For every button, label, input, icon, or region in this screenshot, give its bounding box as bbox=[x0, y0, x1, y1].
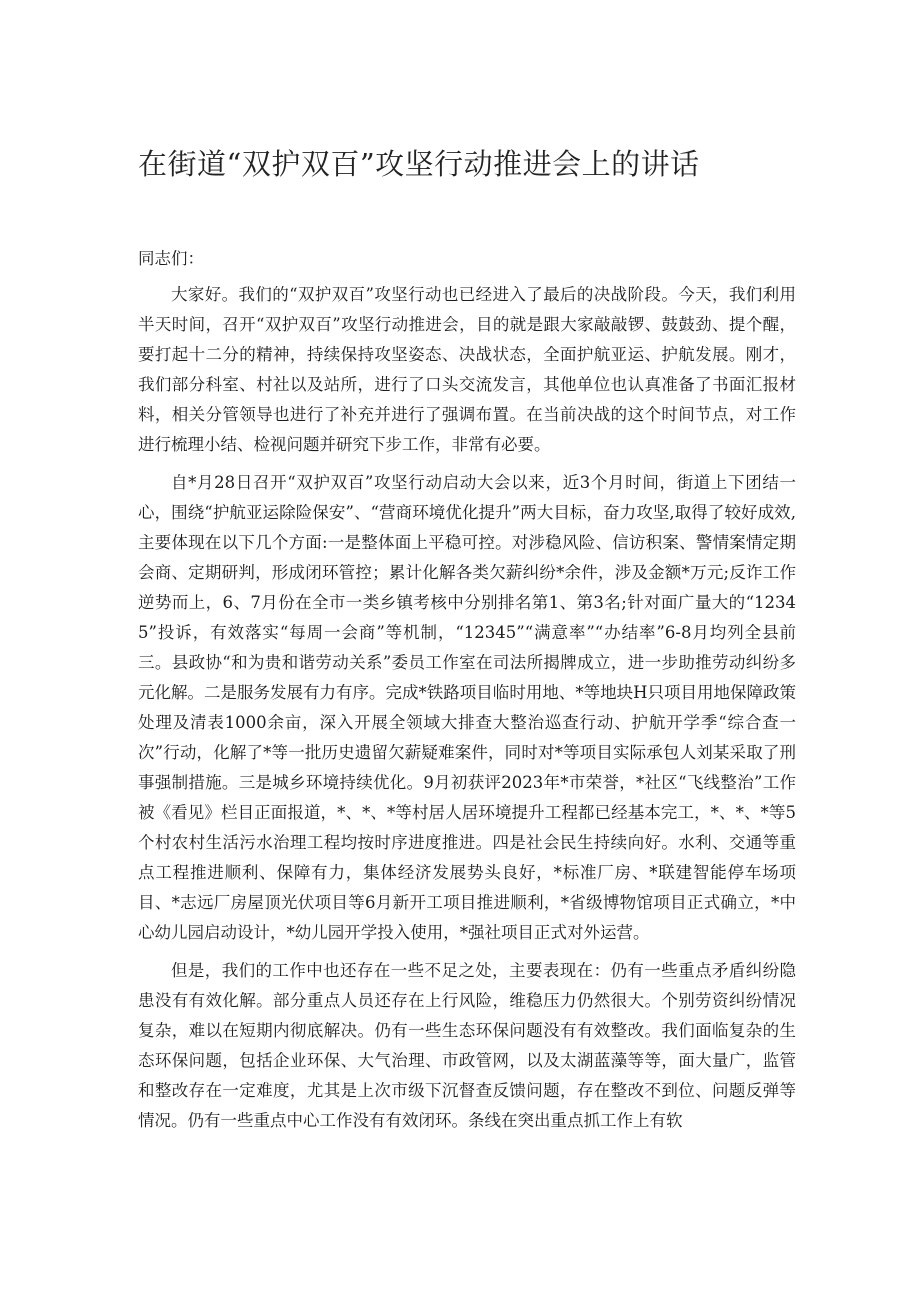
document-title: 在街道“双护双百”攻坚行动推进会上的讲话 bbox=[138, 147, 700, 181]
paragraph-shortcomings: 但是，我们的工作中也还存在一些不足之处，主要表现在：仍有一些重点矛盾纠纷隐患没有有效化解。部分重点人员还存在上行风险，维稳压力仍然很大。个别劳资纠纷情况复杂，难以在短期内彻底解决。仍有一些生态环保问题没有有效整改。我们面临复杂的生态环保问题，包括企业环保、大气治理、市政管网，以及太湖蓝藻等等，面大量广，监管和整改存在一定难度，尤其是上次市级下沉督查反馈问题，存在整改不到位、问题反弹等情况。仍有一些重点中心工作没有有效闭环。条线在突出重点抓工作上有软 bbox=[138, 961, 796, 1130]
paragraph-opening: 大家好。我们的“双护双百”攻坚行动也已经进入了最后的决战阶段。今天，我们利用半天时间，召开“双护双百”攻坚行动推进会，目的就是跟大家敲敲锣、鼓鼓劲、提个醒，要打起十二分的精神，持续保持攻坚姿态、决战状态，全面护航亚运、护航发展。刚才，我们部分科室、村社以及站所，进行了口头交流发言，其他单位也认真准备了书面汇报材料，相关分管领导也进行了补充并进行了强调布置。在当前决战的这个时间节点，对工作进行梳理小结、检视问题并研究下步工作，非常有必要。 bbox=[138, 285, 796, 454]
paragraph-achievements: 自*月28日召开“双护双百”攻坚行动启动大会以来，近3个月时间，街道上下团结一心，围绕“护航亚运除险保安”、“营商环境优化提升”两大目标，奋力攻坚,取得了较好成效,主要体现在以下几个方面:一是整体面上平稳可控。对涉稳风险、信访积案、警情案情定期会商、定期研判，形成闭环管控；累计化解各类欠薪纠纷*余件，涉及金额*万元;反诈工作逆势而上，6、7月份在全市一类乡镇考核中分别排名第1、第3名;针对面广量大的“12345”投诉，有效落实“每周一会商”等机制，“12345”“满意率”“办结率”6-8月均列全县前三。县政协“和为贵和谐劳动关系”委员工作室在司法所揭牌成立，进一步助推劳动纠纷多元化解。二是服务发展有力有序。完成*铁路项目临时用地、*等地块H只项目用地保障政策处理及清表1000余亩，深入开展全领域大排查大整治巡查行动、护航开学季“综合查一次”行动，化解了*等一批历史遗留欠薪疑难案件，同时对*等项目实际承包人刘某采取了刑事强制措施。三是城乡环境持续优化。9月初获评2023年*市荣誉，*社区“飞线整治”工作被《看见》栏目正面报道，*、*、*等村居人居环境提升工程都已经基本完工，*、*、*等5个村农村生活污水治理工程均按时序进度推进。四是社会民生持续向好。水利、交通等重点工程推进顺利、保障有力，集体经济发展势头良好，*标准厂房、*联建智能停车场项目、*志远厂房屋顶光伏项目等6月新开工项目推进顺利，*省级博物馆项目正式确立，*中心幼儿园启动设计，*幼儿园开学投入使用，*强社项目正式对外运营。 bbox=[138, 473, 796, 942]
salutation: 同志们： bbox=[138, 249, 204, 268]
